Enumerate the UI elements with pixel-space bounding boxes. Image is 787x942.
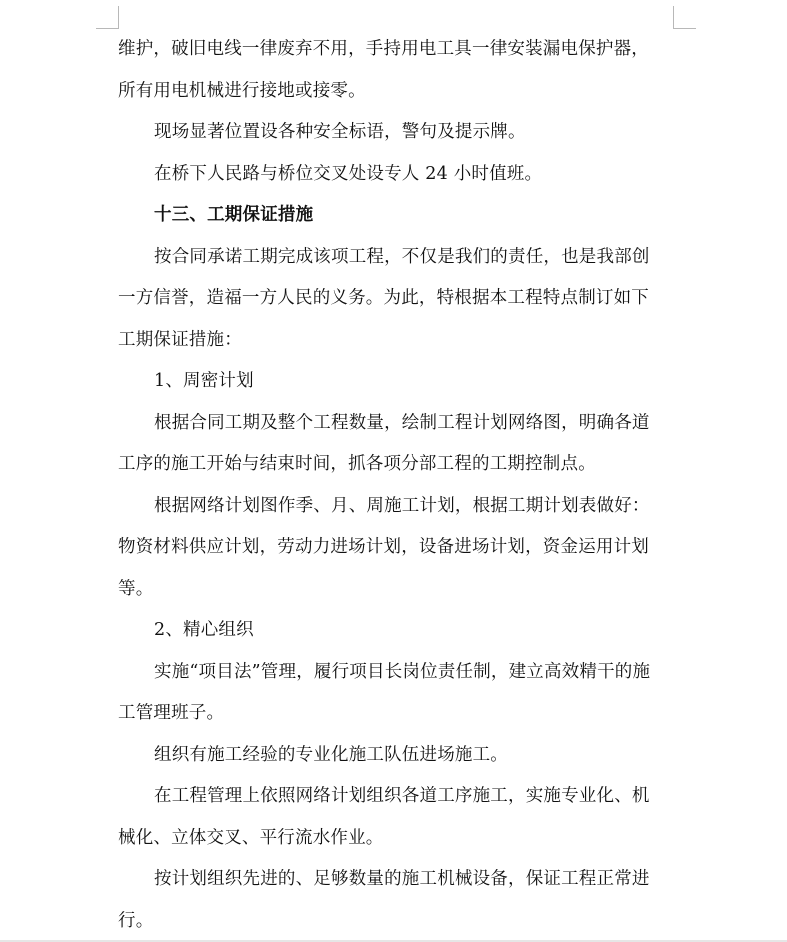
paragraph-line: 行。	[118, 910, 154, 931]
document-body	[118, 29, 678, 942]
paragraph-line: 工期保证措施：	[118, 329, 242, 350]
paragraph-line: 一方信誉，造福一方人民的义务。为此，特根据本工程特点制订如下	[118, 288, 649, 308]
paragraph-line: 械化、立体交叉、平行流水作业。	[118, 827, 384, 848]
subsection-heading: 1、周密计划	[154, 371, 254, 391]
paragraph-line: 组织有施工经验的专业化施工队伍进场施工。	[154, 744, 508, 765]
paragraph-line: 工序的施工开始与结束时间，抓各项分部工程的工期控制点。	[118, 454, 596, 474]
paragraph-line: 维护，破旧电线一律废弃不用，手持用电工具一律安装漏电保护器，	[118, 39, 649, 59]
section-heading: 十三、工期保证措施	[154, 205, 314, 225]
paragraph-line: 所有用电机械进行接地或接零。	[118, 80, 366, 101]
paragraph-line: 在桥下人民路与桥位交叉处设专人 24 小时值班。	[154, 163, 543, 184]
paragraph-line: 等。	[118, 578, 154, 599]
paragraph-line: 物资材料供应计划，劳动力进场计划，设备进场计划，资金运用计划	[118, 537, 649, 557]
paragraph-line: 根据网络计划图作季、月、周施工计划，根据工期计划表做好：	[154, 495, 650, 516]
paragraph-line: 按计划组织先进的、足够数量的施工机械设备，保证工程正常进	[154, 869, 650, 889]
paragraph-line: 实施“项目法”管理，履行项目长岗位责任制，建立高效精干的施	[154, 661, 651, 682]
crop-mark-top-right	[673, 6, 696, 29]
paragraph-line: 在工程管理上依照网络计划组织各道工序施工，实施专业化、机	[154, 786, 650, 806]
paragraph-line: 按合同承诺工期完成该项工程，不仅是我们的责任，也是我部创	[154, 246, 650, 267]
paragraph-line: 工管理班子。	[118, 703, 225, 723]
paragraph-line: 根据合同工期及整个工程数量，绘制工程计划网络图，明确各道	[154, 412, 650, 433]
paragraph-line: 现场显著位置设各种安全标语，警句及提示牌。	[154, 122, 526, 142]
subsection-heading: 2、精心组织	[154, 620, 254, 640]
crop-mark-top-left	[96, 6, 119, 29]
